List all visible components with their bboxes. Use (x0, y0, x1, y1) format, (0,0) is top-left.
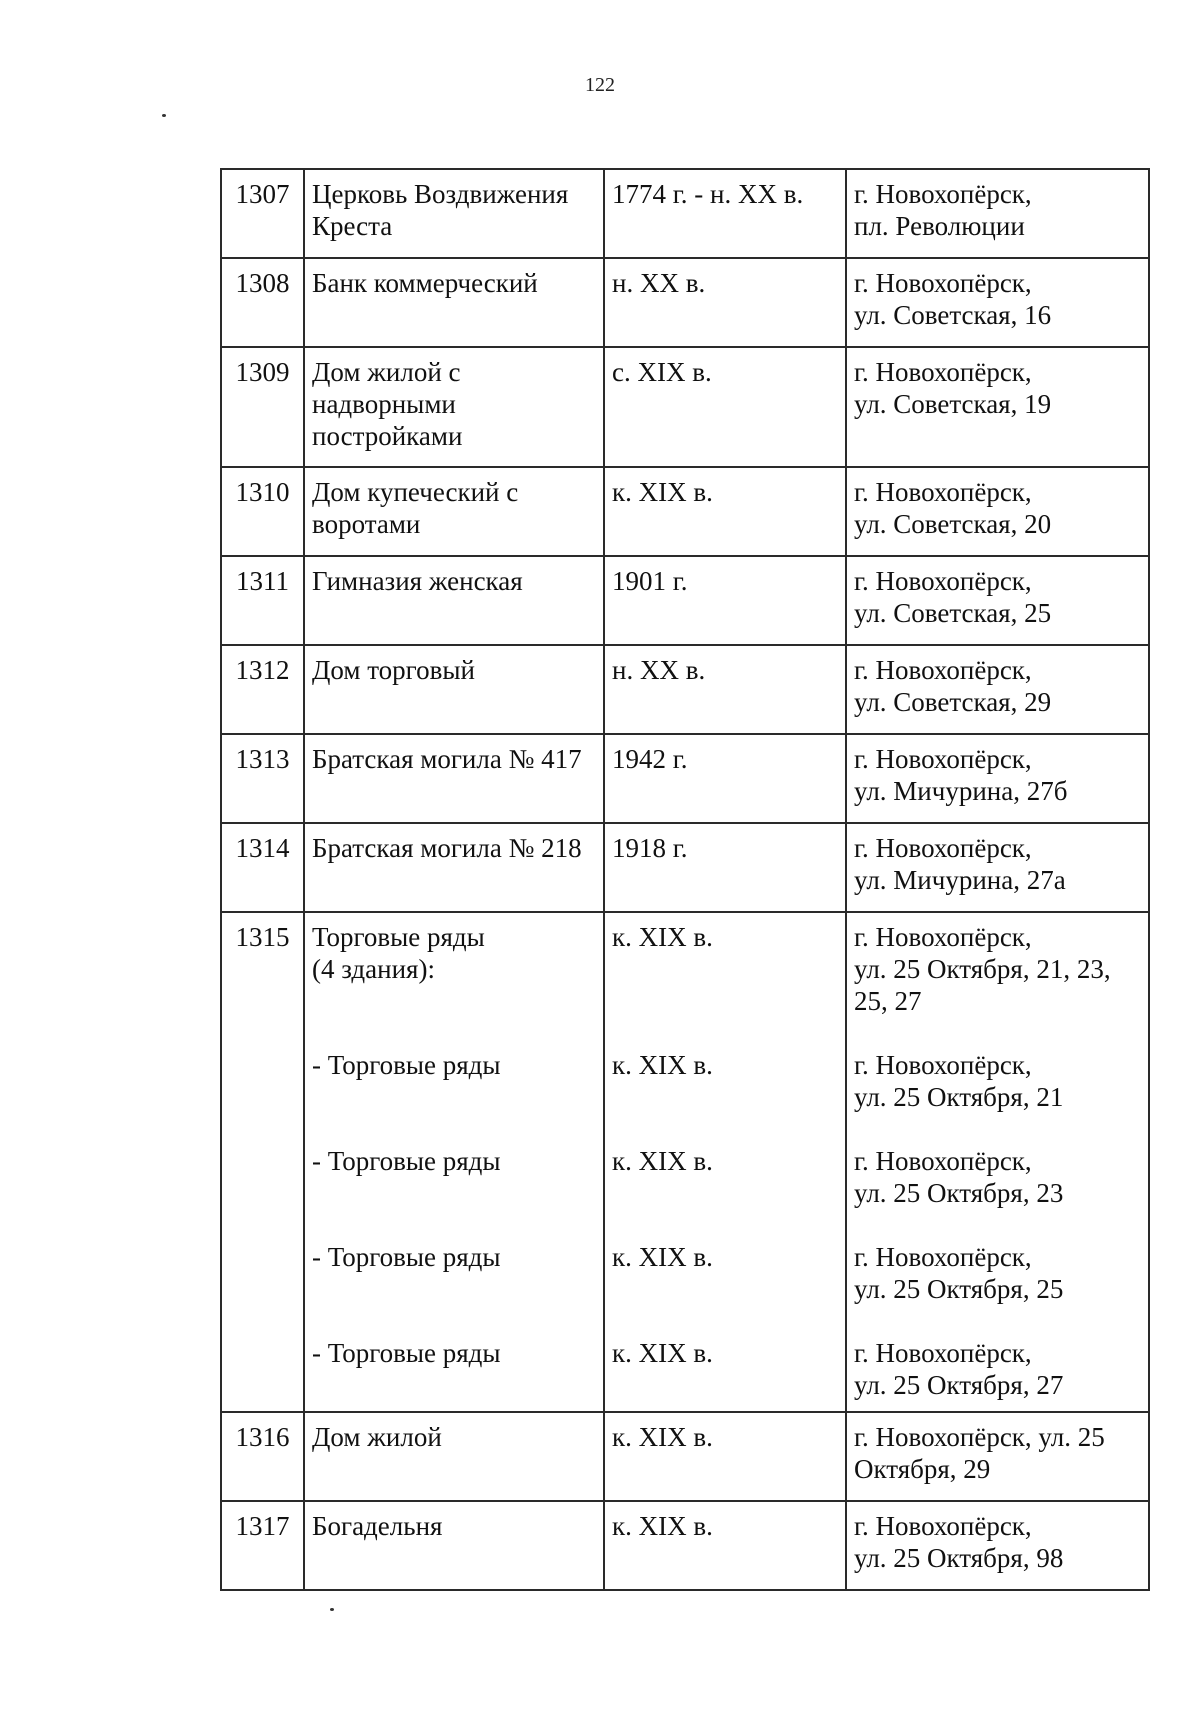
table-row-group (221, 912, 1149, 1412)
object-date: 1918 г. (604, 823, 846, 912)
spacer-line (612, 1177, 839, 1209)
spacer-line (612, 1081, 839, 1113)
group-item-address (854, 1145, 1142, 1209)
group-item-address (854, 921, 1142, 1017)
address-line: ул. 25 Октября, 25 (854, 1274, 1064, 1304)
spacer-line (312, 1081, 597, 1113)
object-name-line: - Торговые ряды (312, 1050, 501, 1080)
group-item-name (312, 1241, 597, 1305)
spacer-line (312, 1273, 597, 1305)
group-item-date (612, 1145, 839, 1209)
address-line: ул. Мичурина, 27б (854, 776, 1068, 806)
address-line: г. Новохопёрск, (854, 922, 1032, 952)
object-address (846, 556, 1149, 645)
address-line: г. Новохопёрск, (854, 357, 1032, 387)
row-number: 1308 (221, 258, 304, 347)
group-item-address (854, 1337, 1142, 1401)
spacer-line (612, 1369, 839, 1401)
object-address (846, 1501, 1149, 1590)
object-name (304, 1412, 604, 1501)
object-name (304, 467, 604, 556)
spacer-line (312, 985, 597, 1017)
object-name-line: Дом купеческий с (312, 477, 519, 507)
scan-speck (330, 1608, 334, 1611)
object-address (846, 467, 1149, 556)
object-address (846, 347, 1149, 467)
address-line: 25, 27 (854, 986, 922, 1016)
table-row (221, 734, 1149, 823)
address-line: ул. Советская, 19 (854, 389, 1052, 419)
object-date: н. XX в. (604, 645, 846, 734)
object-name (304, 347, 604, 467)
table-row (221, 467, 1149, 556)
object-name-line: Братская могила № 218 (312, 833, 582, 863)
object-date: к. XIX в. (604, 467, 846, 556)
object-date: 1942 г. (604, 734, 846, 823)
object-name-line: - Торговые ряды (312, 1146, 501, 1176)
object-address (846, 734, 1149, 823)
address-line: г. Новохопёрск, (854, 268, 1032, 298)
address-line: г. Новохопёрск, (854, 477, 1032, 507)
group-item-name (312, 1145, 597, 1209)
object-address (846, 912, 1149, 1412)
address-line: ул. Мичурина, 27а (854, 865, 1066, 895)
object-address (846, 823, 1149, 912)
object-date: 1901 г. (604, 556, 846, 645)
object-name-line: постройками (312, 421, 463, 451)
object-name-line: Дом жилой (312, 1422, 442, 1452)
row-number: 1314 (221, 823, 304, 912)
address-line: г. Новохопёрск, (854, 1146, 1032, 1176)
object-date: с. XIX в. (604, 347, 846, 467)
object-date: к. XIX в. (604, 1501, 846, 1590)
object-address (846, 258, 1149, 347)
date-line: к. XIX в. (612, 1050, 713, 1080)
object-name (304, 912, 604, 1412)
address-line: г. Новохопёрск, (854, 1242, 1032, 1272)
group-item-name (312, 1337, 597, 1401)
row-number: 1316 (221, 1412, 304, 1501)
address-line: ул. Советская, 25 (854, 598, 1052, 628)
spacer-line (612, 953, 839, 985)
address-line: г. Новохопёрск, (854, 1511, 1032, 1541)
scan-speck (162, 114, 166, 117)
row-number: 1313 (221, 734, 304, 823)
date-line: к. XIX в. (612, 1146, 713, 1176)
object-name (304, 556, 604, 645)
address-line: г. Новохопёрск, (854, 744, 1032, 774)
group-item-date (612, 921, 839, 1017)
date-line: к. XIX в. (612, 1338, 713, 1368)
address-line: ул. 25 Октября, 98 (854, 1543, 1064, 1573)
object-name-line: Гимназия женская (312, 566, 523, 596)
object-name-line: Богадельня (312, 1511, 443, 1541)
row-number: 1311 (221, 556, 304, 645)
spacer-line (312, 1369, 597, 1401)
table-row (221, 169, 1149, 258)
object-date: к. XIX в. (604, 1412, 846, 1501)
group-item-name (312, 1049, 597, 1113)
object-name-line: - Торговые ряды (312, 1242, 501, 1272)
address-line: Октября, 29 (854, 1454, 991, 1484)
address-line: ул. 25 Октября, 21, 23, (854, 954, 1111, 984)
object-name-line: Дом торговый (312, 655, 475, 685)
object-name (304, 1501, 604, 1590)
address-line: ул. Советская, 29 (854, 687, 1052, 717)
date-line: к. XIX в. (612, 1242, 713, 1272)
group-item-address (854, 1241, 1142, 1305)
object-name-line: Дом жилой с (312, 357, 461, 387)
object-date: н. XX в. (604, 258, 846, 347)
object-name-line: надворными (312, 389, 456, 419)
row-number: 1317 (221, 1501, 304, 1590)
address-line: г. Новохопёрск, (854, 566, 1032, 596)
address-line: г. Новохопёрск, (854, 655, 1032, 685)
row-number: 1312 (221, 645, 304, 734)
table-row (221, 645, 1149, 734)
object-name (304, 645, 604, 734)
object-address (846, 1412, 1149, 1501)
table-row (221, 1501, 1149, 1590)
heritage-registry-table (220, 168, 1150, 1591)
address-line: ул. Советская, 20 (854, 509, 1052, 539)
address-line: г. Новохопёрск, (854, 1338, 1032, 1368)
object-name-line: Церковь Воздвижения (312, 179, 569, 209)
object-name-line: воротами (312, 509, 421, 539)
table-row (221, 823, 1149, 912)
row-number: 1309 (221, 347, 304, 467)
spacer-line (312, 1177, 597, 1209)
table-row (221, 556, 1149, 645)
address-line: пл. Революции (854, 211, 1025, 241)
spacer-line (612, 985, 839, 1017)
address-line: ул. 25 Октября, 23 (854, 1178, 1064, 1208)
object-name (304, 169, 604, 258)
address-line: ул. 25 Октября, 21 (854, 1082, 1064, 1112)
address-line: г. Новохопёрск, ул. 25 (854, 1422, 1105, 1452)
group-item-date (612, 1049, 839, 1113)
row-number: 1310 (221, 467, 304, 556)
address-line: г. Новохопёрск, (854, 1050, 1032, 1080)
table-row (221, 258, 1149, 347)
table-row (221, 1412, 1149, 1501)
object-name-line: Торговые ряды (312, 922, 485, 952)
row-number: 1307 (221, 169, 304, 258)
group-item-date (612, 1337, 839, 1401)
group-item-date (612, 1241, 839, 1305)
object-name (304, 258, 604, 347)
spacer-line (612, 1273, 839, 1305)
object-name-line: (4 здания): (312, 954, 435, 984)
address-line: ул. 25 Октября, 27 (854, 1370, 1064, 1400)
date-line: к. XIX в. (612, 922, 713, 952)
object-name-line: Креста (312, 211, 393, 241)
object-date: 1774 г. - н. XX в. (604, 169, 846, 258)
object-name-line: Братская могила № 417 (312, 744, 582, 774)
table-row (221, 347, 1149, 467)
object-name-line: - Торговые ряды (312, 1338, 501, 1368)
object-date (604, 912, 846, 1412)
address-line: ул. Советская, 16 (854, 300, 1052, 330)
object-name-line: Банк коммерческий (312, 268, 538, 298)
group-item-address (854, 1049, 1142, 1113)
object-address (846, 169, 1149, 258)
address-line: г. Новохопёрск, (854, 833, 1032, 863)
address-line: г. Новохопёрск, (854, 179, 1032, 209)
object-address (846, 645, 1149, 734)
group-item-name (312, 921, 597, 1017)
object-name (304, 734, 604, 823)
row-number: 1315 (221, 912, 304, 1412)
object-name (304, 823, 604, 912)
page-number: 122 (585, 74, 615, 96)
